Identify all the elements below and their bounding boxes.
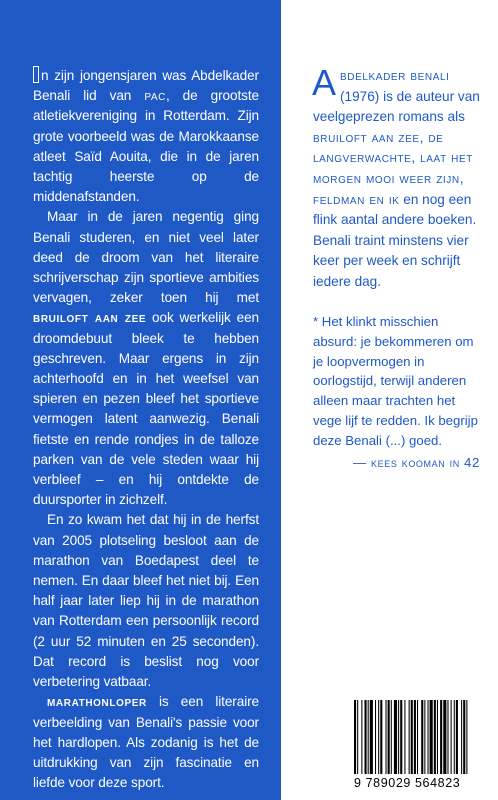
author-name: bdelkader benali <box>340 68 450 83</box>
barcode-bar <box>370 700 373 774</box>
barcode-bar <box>430 700 433 774</box>
barcode-bar <box>391 700 392 774</box>
blurb-paragraph-3: En zo kwam het dat hij in de herfst van 2005 plotseling besloot aan de marathon van Boedapest deel te nemen. En daar bleef het niet bij. Een half jaar later liep hij in de marathon van Rotterdam een persoonlijk record (2 uur 52 minuten en 25 seconden). Dat record is beslist nog voor verbetering vatbaar. <box>33 512 259 690</box>
barcode-bar <box>361 700 362 774</box>
barcode-bar <box>365 700 367 774</box>
barcode-bar <box>421 700 423 774</box>
barcode-bar <box>380 700 382 774</box>
barcode-bar <box>434 700 436 774</box>
barcode-digits: 9 789029 564823 <box>354 776 461 790</box>
barcode-bar <box>378 700 379 774</box>
barcode-bar <box>437 700 438 774</box>
barcode-bar <box>357 700 358 774</box>
book-title-inline: bruiloft aan zee <box>33 310 147 326</box>
barcode-bar <box>456 700 458 774</box>
barcode-bar <box>409 700 410 774</box>
white-panel <box>281 0 498 800</box>
barcode-bar <box>443 700 446 774</box>
barcode-bar <box>454 700 455 774</box>
barcode-bar <box>375 700 376 774</box>
barcode-bar <box>451 700 452 774</box>
bio-big-letter: A <box>312 62 337 103</box>
barcode-bar <box>447 700 448 774</box>
barcode-bar <box>417 700 418 774</box>
barcode-bar <box>411 700 413 774</box>
review-quote <box>313 312 485 472</box>
book-title-marathonloper: marathonloper <box>47 694 147 710</box>
barcode-bar <box>428 700 429 774</box>
barcode-bar <box>354 700 356 774</box>
barcode-bar <box>386 700 387 774</box>
barcode-bar <box>463 700 465 774</box>
quote-text: * Het klinkt misschien absurd: je bekommeren om je loopvermogen in oorlogstijd, terwijl anderen alleen maar trachten het vege lijf te redden. Ik begrijp deze Benali (...) goed. <box>313 314 478 448</box>
blurb-paragraph-2: Maar in de jaren negentig ging Benali studeren, en niet veel later deed de droom van het literaire schrijverschap zijn sportieve ambities vervagen, zeker toen hij met bruiloft aan zee ook werkelijk een droomdebuut bleek te hebben geschreven. Maar ergens in zijn achterhoofd en in het weefsel van spieren en pezen bleef het sportieve vermogen latent aanwezig. Benali fietste en rende rondjes in de talloze parken van de vele steden waar hij verbleef – en hij ontdekte de duursporter in zichzelf. <box>33 209 259 508</box>
isbn-barcode <box>346 698 496 798</box>
barcode-bar <box>440 700 442 774</box>
barcode-bar <box>368 700 369 774</box>
quote-attribution: — kees kooman in 42 <box>353 454 480 470</box>
barcode-bar <box>388 700 390 774</box>
blurb-text <box>33 66 259 793</box>
barcode-bar <box>404 700 405 774</box>
barcode-bar <box>414 700 416 774</box>
barcode-bar <box>394 700 397 774</box>
barcode-bar <box>400 700 402 774</box>
barcode-bars <box>346 698 496 778</box>
author-bio: Abdelkader benali (1976) is de auteur van veelgeprezen romans als bruiloft aan zee, de langverwachte, laat het morgen mooi weer zijn, feldman en ik en nog een flink aantal andere boeken. Benali traint minstens vier keer per week en schrijft iedere dag. <box>312 62 480 289</box>
barcode-bar <box>424 700 425 774</box>
barcode-bar <box>466 700 467 774</box>
book-titles-list: bruiloft aan zee, de langverwachte, laat het morgen mooi weer zijn, feldman en ik <box>313 129 473 207</box>
barcode-bar <box>398 700 399 774</box>
dropcap-frame <box>33 66 39 83</box>
blurb-paragraph-1: n zijn jongensjaren was Abdelkader Benali lid van pac, de grootste atletiekvereniging in Rotterdam. Zijn grote voorbeeld was de Marokkaanse atleet Saïd Aouita, die in de jaren tachtig heerste op de middenafstanden. <box>33 68 259 205</box>
blurb-paragraph-4: marathonloper is een literaire verbeelding van Benali's passie voor het hardlopen. Als zodanig is het de uitdrukking van zijn fascinatie en liefde voor deze sport. <box>33 694 259 791</box>
barcode-bar <box>461 700 462 774</box>
